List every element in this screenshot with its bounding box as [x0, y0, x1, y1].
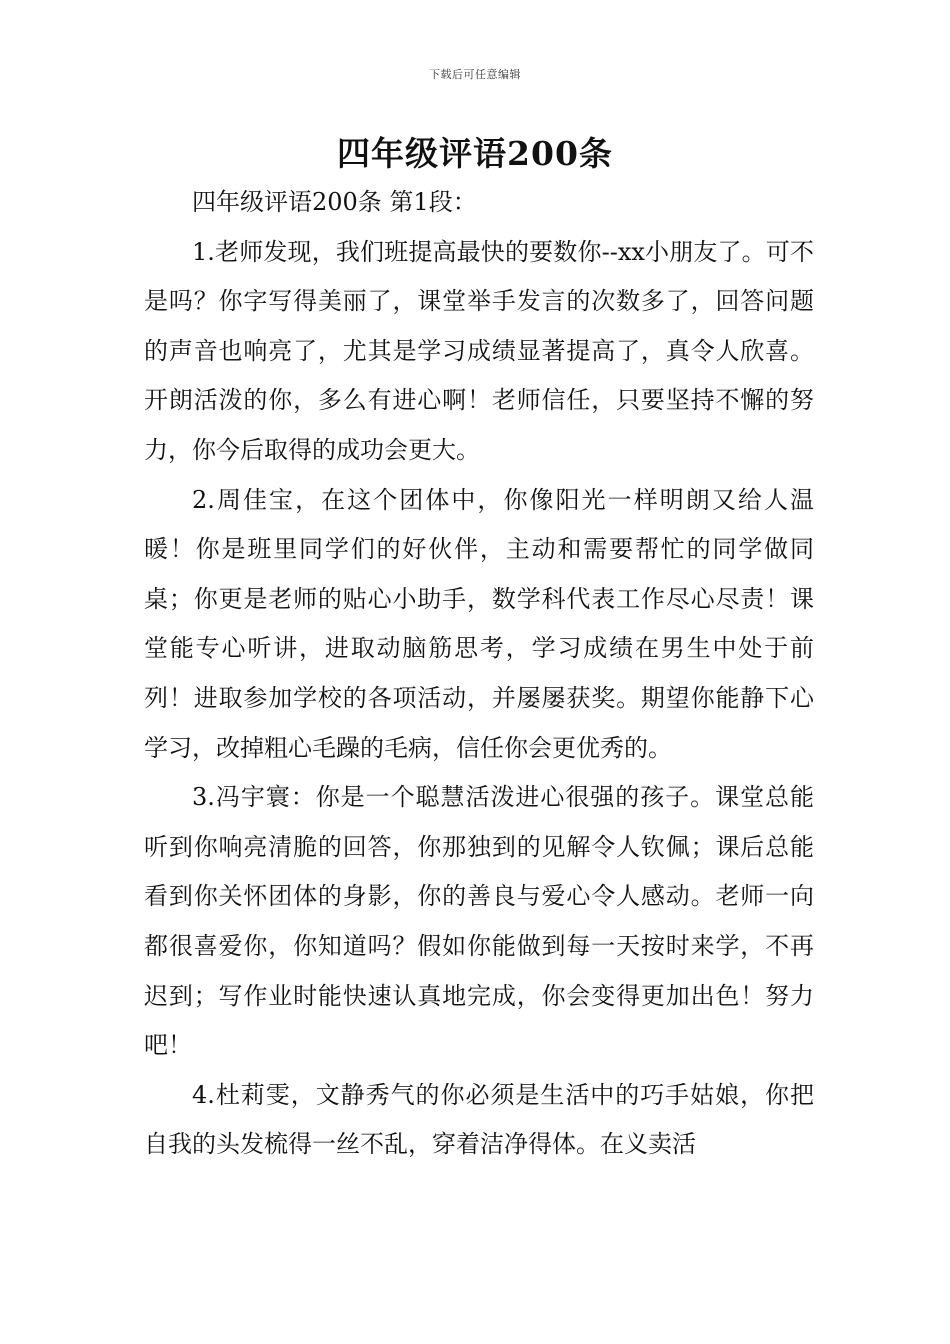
comment-paragraph-1: 1.老师发现，我们班提高最快的要数你--xx小朋友了。可不是吗？你字写得美丽了，课堂举手发言的次数多了，回答问题的声音也响亮了，尤其是学习成绩显著提高了，真令人欣喜。开朗活泼的你，多么有进心啊！老师信任，只要坚持不懈的努力，你今后取得的成功会更大。	[144, 237, 814, 464]
document-body	[144, 178, 814, 1170]
document-title: 四年级评语200条	[337, 134, 613, 173]
comment-paragraph-2: 2.周佳宝，在这个团体中，你像阳光一样明朗又给人温暖！你是班里同学们的好伙伴，主动和需要帮忙的同学做同桌；你更是老师的贴心小助手，数学科代表工作尽心尽责！课堂能专心听讲，进取动脑筋思考，学习成绩在男生中处于前列！进取参加学校的各项活动，并屡屡获奖。期望你能静下心学习，改掉粗心毛躁的毛病，信任你会更优秀的。	[144, 485, 814, 762]
section-heading: 四年级评语200条 第1段：	[192, 188, 477, 216]
comment-paragraph-3: 3.冯宇寰：你是一个聪慧活泼进心很强的孩子。课堂总能听到你响亮清脆的回答，你那独到的见解令人钦佩；课后总能看到你关怀团体的身影，你的善良与爱心令人感动。老师一向都很喜爱你，你知道吗？假如你能做到每一天按时来学，不再迟到；写作业时能快速认真地完成，你会变得更加出色！努力吧！	[144, 783, 814, 1060]
header-note: 下载后可任意编辑	[429, 68, 521, 81]
comment-paragraph-4: 4.杜莉雯，文静秀气的你必须是生活中的巧手姑娘，你把自我的头发梳得一丝不乱，穿着洁净得体。在义卖活	[144, 1080, 814, 1159]
